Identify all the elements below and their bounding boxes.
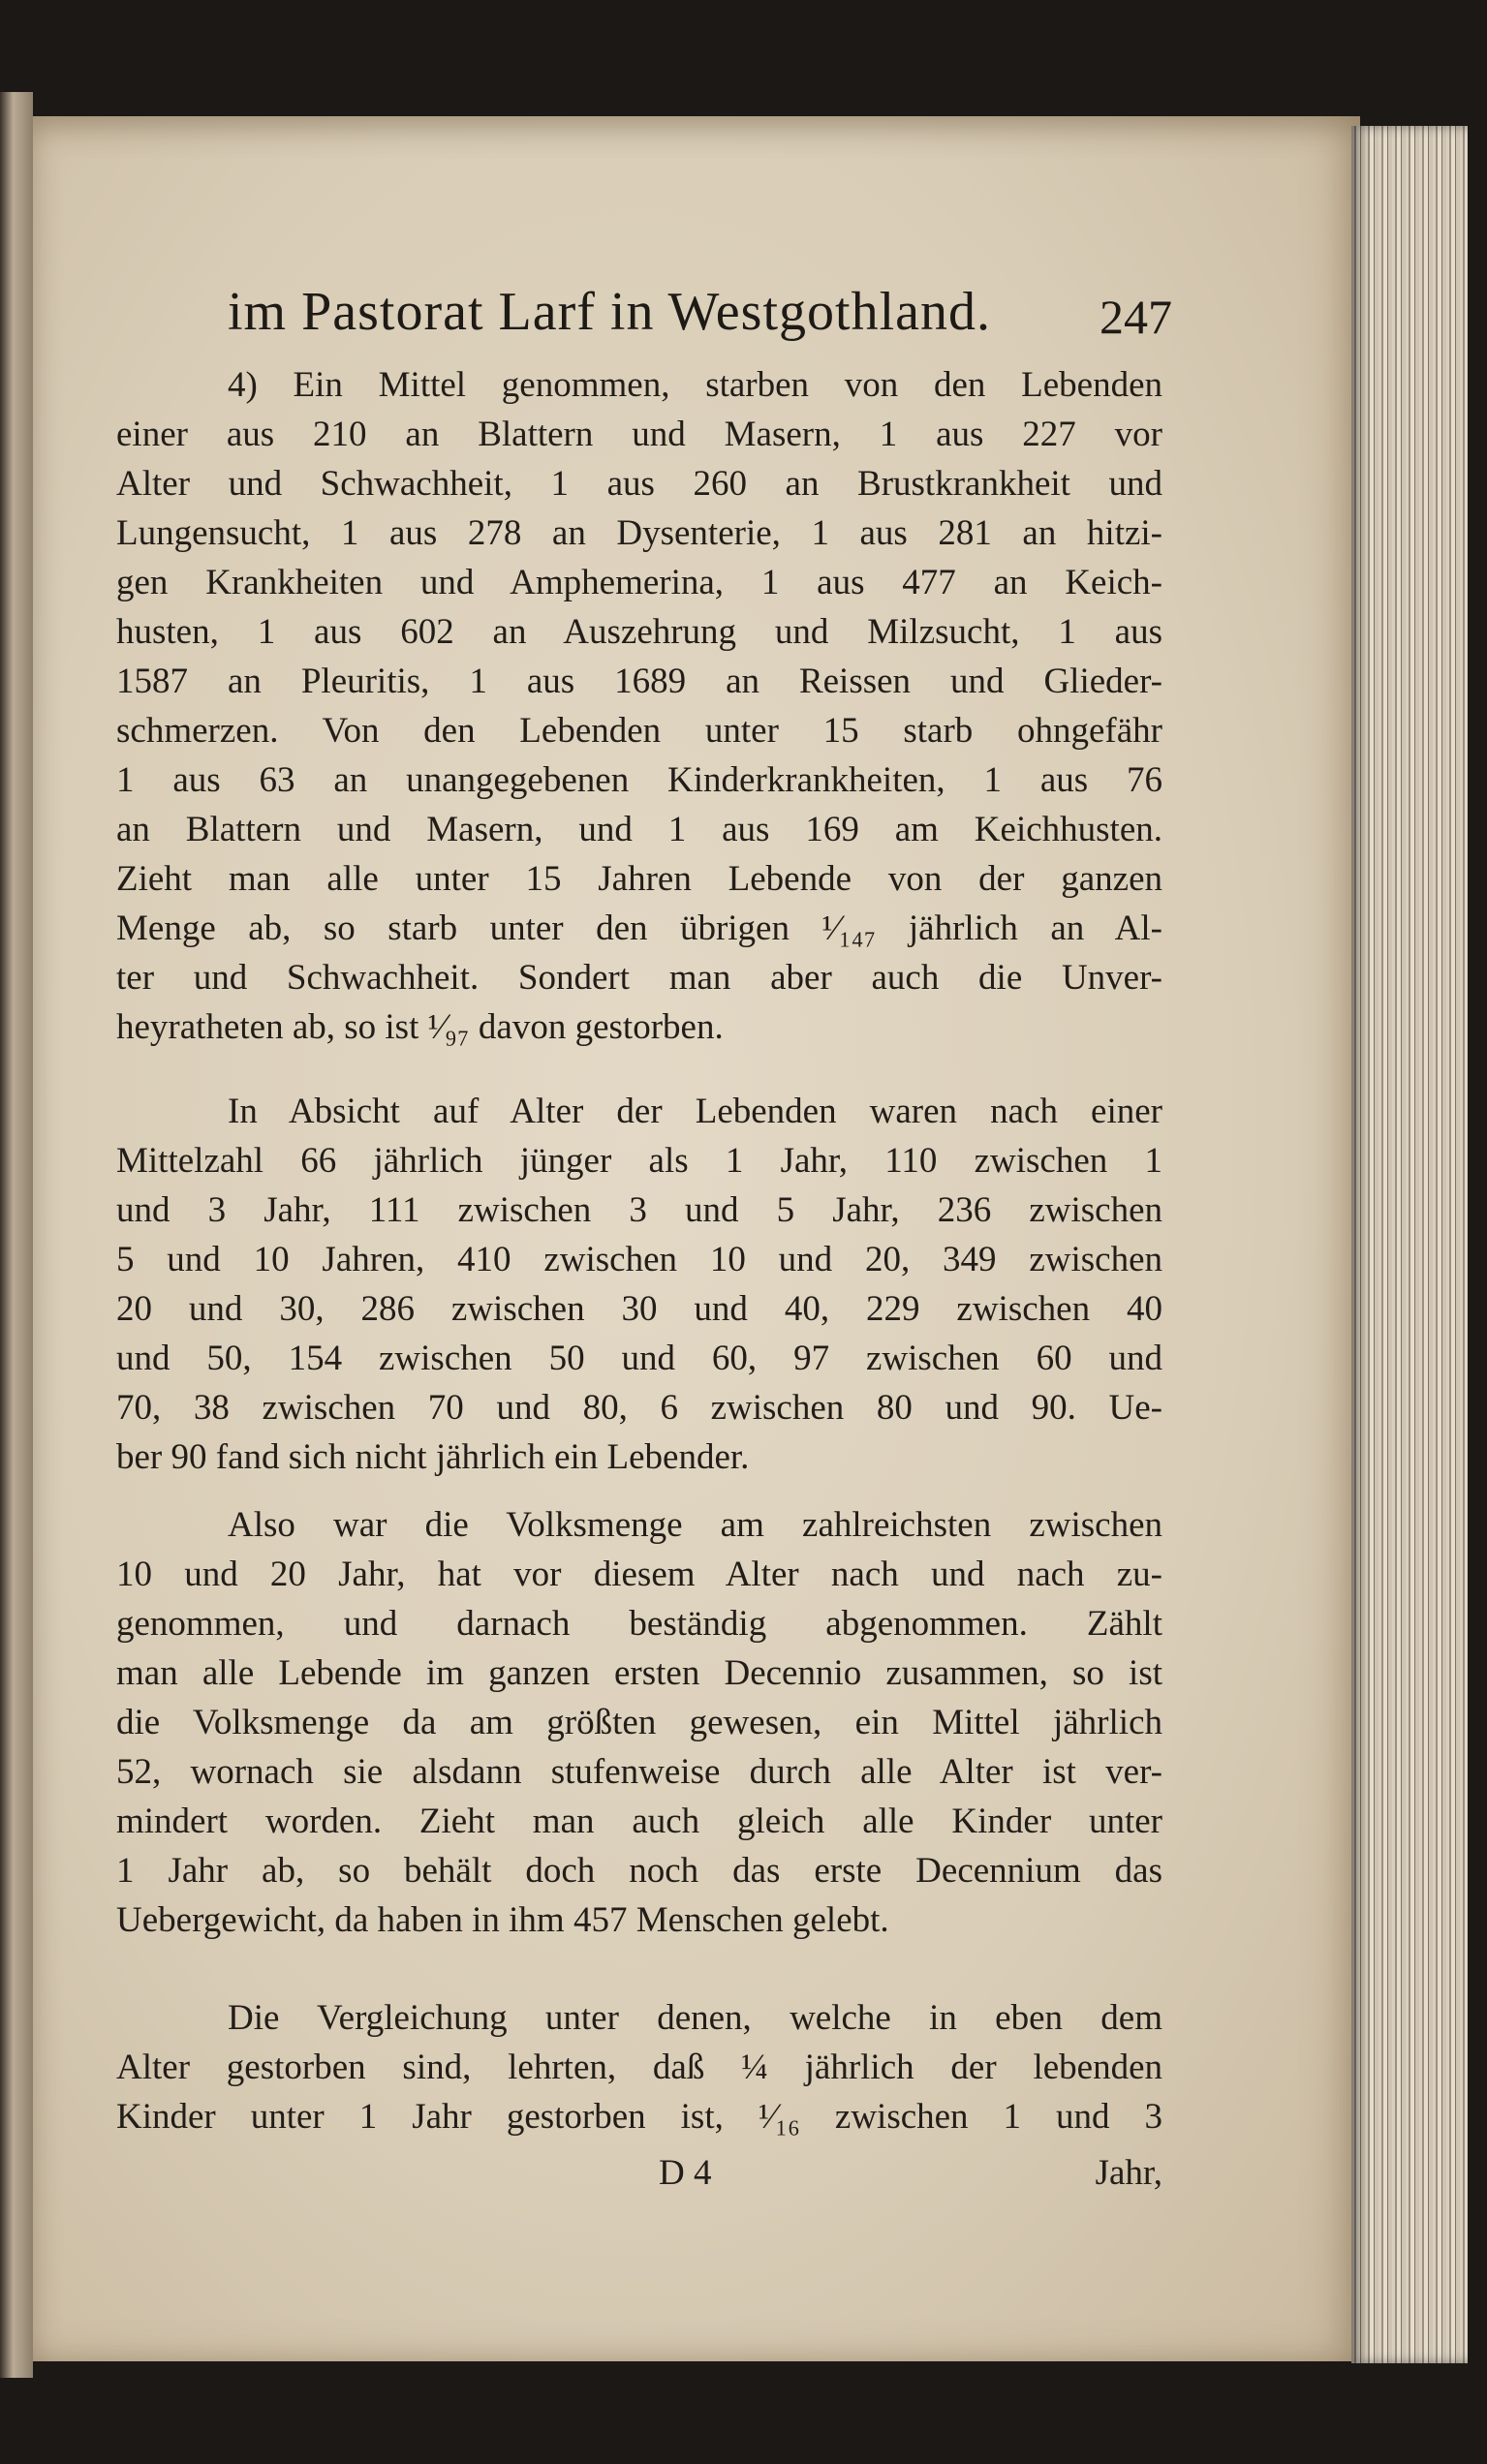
running-title: im Pastorat Larf in Westgothland. — [228, 282, 991, 342]
text-line: Lungensucht, 1 aus 278 an Dysenterie, 1 aus 281 an hitzi- — [116, 513, 1162, 553]
text-line: genommen, und darnach beständig abgenommen. Zählt — [116, 1604, 1162, 1644]
text-line: Alter und Schwachheit, 1 aus 260 an Brustkrankheit und — [116, 464, 1162, 504]
text-line: 1 aus 63 an unangegebenen Kinderkrankheiten, 1 aus 76 — [116, 760, 1162, 800]
text-line: mindert worden. Zieht man auch gleich alle Kinder unter — [116, 1802, 1162, 1841]
paragraph-ages — [116, 1087, 1162, 1482]
text-line: 4) Ein Mittel genommen, starben von den Lebenden — [228, 365, 1162, 405]
text-line: 1 Jahr ab, so behält doch noch das erste Decennium das — [116, 1851, 1162, 1891]
text-line: Menge ab, so starb unter den übrigen ¹⁄₁₄₇ jährlich an Al- — [116, 909, 1162, 948]
text-line: husten, 1 aus 602 an Auszehrung und Milzsucht, 1 aus — [116, 612, 1162, 652]
text-line: Zieht man alle unter 15 Jahren Lebende von der ganzen — [116, 859, 1162, 899]
text-line: 1587 an Pleuritis, 1 aus 1689 an Reissen und Glieder- — [116, 662, 1162, 701]
text-line: einer aus 210 an Blattern und Masern, 1 aus 227 vor — [116, 415, 1162, 454]
text-line: In Absicht auf Alter der Lebenden waren nach einer — [228, 1092, 1162, 1131]
text-line: Uebergewicht, da haben in ihm 457 Menschen gelebt. — [116, 1900, 889, 1940]
catchword: Jahr, — [1095, 2153, 1162, 2193]
text-line: Mittelzahl 66 jährlich jünger als 1 Jahr, 110 zwischen 1 — [116, 1141, 1162, 1181]
text-line: ter und Schwachheit. Sondert man aber auch die Unver- — [116, 958, 1162, 998]
text-line: und 50, 154 zwischen 50 und 60, 97 zwischen 60 und — [116, 1339, 1162, 1378]
text-line: schmerzen. Von den Lebenden unter 15 starb ohngefähr — [116, 711, 1162, 751]
text-line: Die Vergleichung unter denen, welche in eben dem — [228, 1998, 1162, 2038]
paragraph-comparison — [116, 1993, 1162, 2141]
page-stack-edge — [1351, 126, 1468, 2363]
text-line: und 3 Jahr, 111 zwischen 3 und 5 Jahr, 236 zwischen — [116, 1190, 1162, 1230]
text-line: Alter gestorben sind, lehrten, daß ¼ jährlich der lebenden — [116, 2048, 1162, 2087]
text-line: 52, wornach sie alsdann stufenweise durch alle Alter ist ver- — [116, 1752, 1162, 1792]
page-footer — [116, 2152, 1162, 2202]
signature-mark: D 4 — [659, 2153, 712, 2193]
text-line: 20 und 30, 286 zwischen 30 und 40, 229 zwischen 40 — [116, 1289, 1162, 1329]
text-line: die Volksmenge da am größten gewesen, ein Mittel jährlich — [116, 1703, 1162, 1742]
text-line: 70, 38 zwischen 70 und 80, 6 zwischen 80 und 90. Ue- — [116, 1388, 1162, 1428]
text-line: Also war die Volksmenge am zahlreichsten zwischen — [228, 1505, 1162, 1545]
text-line: Kinder unter 1 Jahr gestorben ist, ¹⁄₁₆ zwischen 1 und 3 — [116, 2097, 1162, 2137]
paragraph-population — [116, 1500, 1162, 1945]
page-number: 247 — [1100, 290, 1172, 344]
text-line: gen Krankheiten und Amphemerina, 1 aus 477 an Keich- — [116, 563, 1162, 602]
text-line: heyratheten ab, so ist ¹⁄₉₇ davon gestorben. — [116, 1007, 724, 1047]
text-line: 5 und 10 Jahren, 410 zwischen 10 und 20, 349 zwischen — [116, 1240, 1162, 1279]
text-line: ber 90 fand sich nicht jährlich ein Lebender. — [116, 1437, 750, 1477]
text-line: man alle Lebende im ganzen ersten Decennio zusammen, so ist — [116, 1653, 1162, 1693]
text-line: an Blattern und Masern, und 1 aus 169 am Keichhusten. — [116, 810, 1162, 849]
left-page-edge — [0, 92, 33, 2378]
text-line: 10 und 20 Jahr, hat vor diesem Alter nach und nach zu- — [116, 1555, 1162, 1594]
paragraph-mortality — [116, 360, 1162, 1052]
